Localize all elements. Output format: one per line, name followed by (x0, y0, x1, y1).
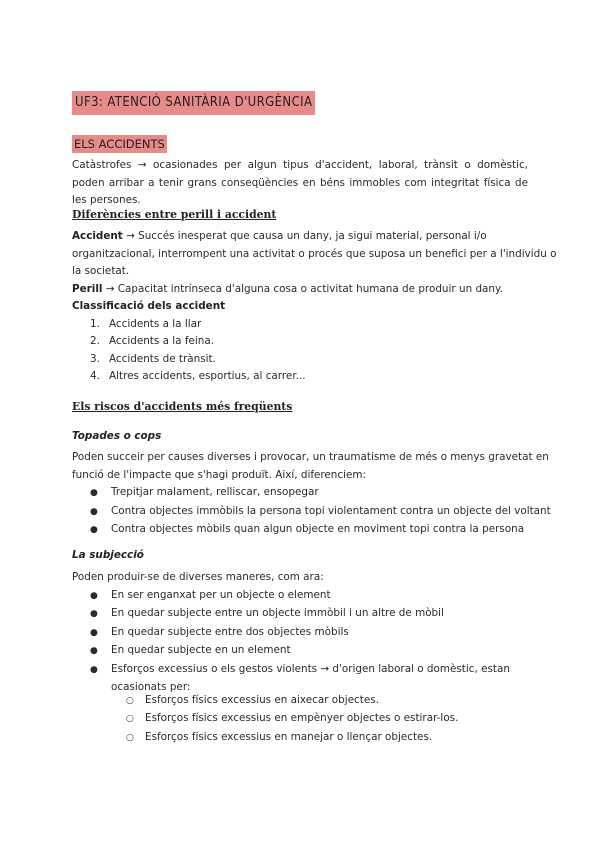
circle-bullet-icon: ○ (126, 695, 134, 706)
diferencies-heading: Diferències entre perill i accident (72, 208, 277, 221)
list-text: Contra objectes immòbils la persona topi violentament contra un objecte del voltant (111, 504, 551, 517)
circle-bullet-icon: ○ (126, 732, 134, 743)
circle-bullet-icon: ○ (126, 714, 134, 724)
list-text: Altres accidents, esportius, al carrer... (109, 370, 306, 382)
riscos-heading: Els riscos d'accidents més freqüents (72, 400, 293, 413)
subjeccio-sub-bullet-list (126, 692, 458, 748)
list-text: Accidents de trànsit. (109, 352, 216, 365)
subjeccio-paragraph: Poden produir-se de diverses maneres, com ara: (72, 571, 324, 583)
list-text: Esforços excessius o els gestos violents → d'origen laboral o domèstic, estan (111, 662, 510, 675)
list-item (90, 642, 510, 661)
classificacio-label: Classificació dels accident (72, 300, 226, 312)
topades-heading: Topades o cops (72, 430, 162, 442)
bullet-icon: ● (90, 664, 98, 675)
accident-term: Accident (72, 230, 123, 242)
list-text: Accidents a la feina. (109, 335, 215, 347)
bullet-icon: ● (90, 590, 98, 601)
list-text: En quedar subjecte en un element (111, 644, 291, 656)
accident-classification-list (90, 316, 306, 386)
perill-definition-text: → Capacitat intrínseca d'alguna cosa o activitat humana de produir un dany. (102, 282, 503, 295)
section-title: ELS ACCIDENTS (74, 137, 165, 151)
list-item (90, 333, 306, 351)
list-number: 1. (90, 317, 100, 330)
list-number: 3. (90, 352, 100, 365)
topades-bullet-list (90, 484, 551, 540)
perill-term: Perill (72, 282, 103, 295)
list-text: Accidents a la llar (109, 317, 202, 330)
list-item (90, 605, 510, 624)
accident-definition-text: → Succés inesperat que causa un dany, ja sigui material, personal i/o (122, 230, 487, 242)
list-item (90, 368, 306, 386)
accident-definition-line1 (72, 228, 487, 246)
bullet-icon: ● (90, 488, 98, 498)
list-item (126, 710, 458, 729)
classificacio-heading (72, 298, 225, 316)
document-title: UF3: ATENCIÓ SANITÀRIA D'URGÈNCIA (72, 91, 315, 115)
list-item (90, 587, 510, 606)
bullet-icon: ● (90, 609, 98, 619)
accident-definition-line3: la societat. (72, 265, 130, 277)
list-item (90, 484, 551, 503)
intro-paragraph: Catàstrofes → ocasionades per algun tipus d'accident, laboral, trànsit o domèstic, poden arribar a tenir grans conseqüències en béns immobles com integritat física de les persones. (72, 159, 528, 206)
list-text: Esforços físics excessius en empènyer objectes o estirar-los. (145, 712, 459, 724)
list-text: Esforços físics excessius en manejar o llençar objectes. (145, 730, 433, 743)
list-item (126, 692, 458, 711)
list-number: 4. (90, 370, 100, 382)
bullet-icon: ● (90, 646, 98, 656)
list-item (90, 316, 306, 334)
list-item (90, 521, 551, 540)
list-text: En quedar subjecte entre un objecte immòbil i un altre de mòbil (111, 607, 444, 619)
bullet-icon: ● (90, 506, 98, 517)
list-text: Esforços físics excessius en aixecar objectes. (145, 693, 379, 706)
list-text: Contra objectes mòbils quan algun objecte en moviment topi contra la persona (111, 523, 525, 535)
list-item (126, 729, 458, 748)
list-item (90, 351, 306, 369)
subjeccio-bullet-list (90, 587, 510, 697)
bullet-icon: ● (90, 525, 98, 535)
list-item (90, 661, 510, 680)
bullet-icon: ● (90, 627, 98, 638)
list-text: Trepitjar malament, relliscar, ensopegar (111, 486, 319, 498)
list-text: En ser enganxat per un objecte o element (111, 588, 331, 601)
list-item (90, 624, 510, 643)
list-text: ocasionats per: (111, 681, 191, 693)
topades-paragraph-line1: Poden succeir per causes diverses i provocar, un traumatisme de més o menys gravetat en (72, 451, 549, 463)
subjeccio-heading: La subjecció (72, 549, 144, 561)
accident-definition-line2: organitzacional, interrompent una activitat o procés que suposa un benefici per a l'individu o (72, 247, 557, 260)
list-text: En quedar subjecte entre dos objectes mòbils (111, 625, 349, 638)
perill-definition (72, 281, 503, 299)
list-item (90, 503, 551, 522)
list-number: 2. (90, 335, 100, 347)
topades-paragraph-line2: funció de l'impacte que s'hagi produït. Així, diferenciem: (72, 468, 367, 481)
